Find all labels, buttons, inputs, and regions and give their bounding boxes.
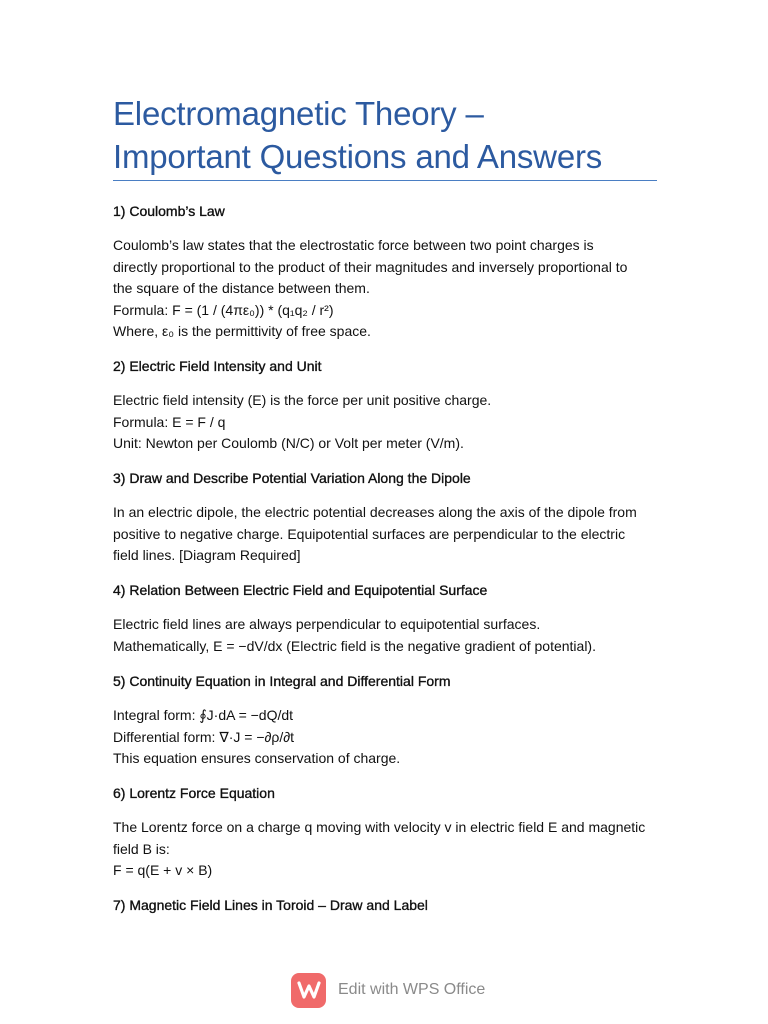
body-line: Where, ε₀ is the permittivity of free space. xyxy=(113,323,371,339)
body-line: In an electric dipole, the electric potential decreases along the axis of the dipole from xyxy=(113,504,637,520)
body-line: directly proportional to the product of their magnitudes and inversely proportional to xyxy=(113,258,628,275)
section-body xyxy=(113,390,673,455)
section-lorentz-force xyxy=(113,783,673,882)
section-body xyxy=(113,705,673,770)
body-line: Coulomb’s law states that the electrostatic force between two point charges is xyxy=(113,237,594,253)
section-field-equipotential xyxy=(113,580,673,657)
body-line: This equation ensures conservation of charge. xyxy=(113,750,401,766)
body-line: Electric field intensity (E) is the force per unit positive charge. xyxy=(113,392,492,408)
section-heading: 6) Lorentz Force Equation xyxy=(113,785,275,801)
body-line: The Lorentz force on a charge q moving with velocity v in electric field E and magnetic xyxy=(113,819,646,835)
section-heading: 7) Magnetic Field Lines in Toroid – Draw and Label xyxy=(113,897,428,913)
title-line-2: Important Questions and Answers xyxy=(113,138,603,175)
section-heading: 3) Draw and Describe Potential Variation Along the Dipole xyxy=(113,470,471,486)
section-body xyxy=(113,817,673,882)
wps-logo-icon xyxy=(291,973,326,1008)
body-line: Mathematically, E = −dV/dx (Electric field is the negative gradient of potential). xyxy=(113,637,596,654)
section-heading: 4) Relation Between Electric Field and Equipotential Surface xyxy=(113,582,488,598)
body-line: field B is: xyxy=(113,840,170,857)
body-line: Electric field lines are always perpendicular to equipotential surfaces. xyxy=(113,616,541,632)
body-line: Unit: Newton per Coulomb (N/C) or Volt per meter (V/m). xyxy=(113,435,464,451)
section-dipole-potential xyxy=(113,468,673,567)
body-line: Formula: F = (1 / (4πε₀)) * (q₁q₂ / r²) xyxy=(113,301,334,318)
body-line: Formula: E = F / q xyxy=(113,413,226,430)
body-line: field lines. [Diagram Required] xyxy=(113,547,301,563)
section-heading: 2) Electric Field Intensity and Unit xyxy=(113,358,322,374)
section-body xyxy=(113,502,673,567)
section-coulombs-law xyxy=(113,201,673,343)
body-line: Integral form: ∮J·dA = −dQ/dt xyxy=(113,707,294,723)
body-line: the square of the distance between them. xyxy=(113,280,370,296)
section-electric-field-intensity xyxy=(113,356,673,455)
wps-edit-label[interactable]: Edit with WPS Office xyxy=(338,981,486,998)
page-title xyxy=(113,92,673,178)
section-body xyxy=(113,235,673,343)
wps-edit-banner[interactable] xyxy=(291,971,485,1009)
title-line-1: Electromagnetic Theory – xyxy=(113,95,484,132)
section-body xyxy=(113,614,673,657)
body-line: F = q(E + v × B) xyxy=(113,862,213,878)
body-line: Differential form: ∇·J = −∂ρ/∂t xyxy=(113,728,295,745)
section-heading: 1) Coulomb’s Law xyxy=(113,203,225,219)
body-line: positive to negative charge. Equipotential surfaces are perpendicular to the electric xyxy=(113,525,626,542)
section-continuity-equation xyxy=(113,671,673,770)
section-heading: 5) Continuity Equation in Integral and Differential Form xyxy=(113,673,451,689)
section-toroid-field-lines xyxy=(113,895,673,915)
title-divider xyxy=(113,180,657,181)
